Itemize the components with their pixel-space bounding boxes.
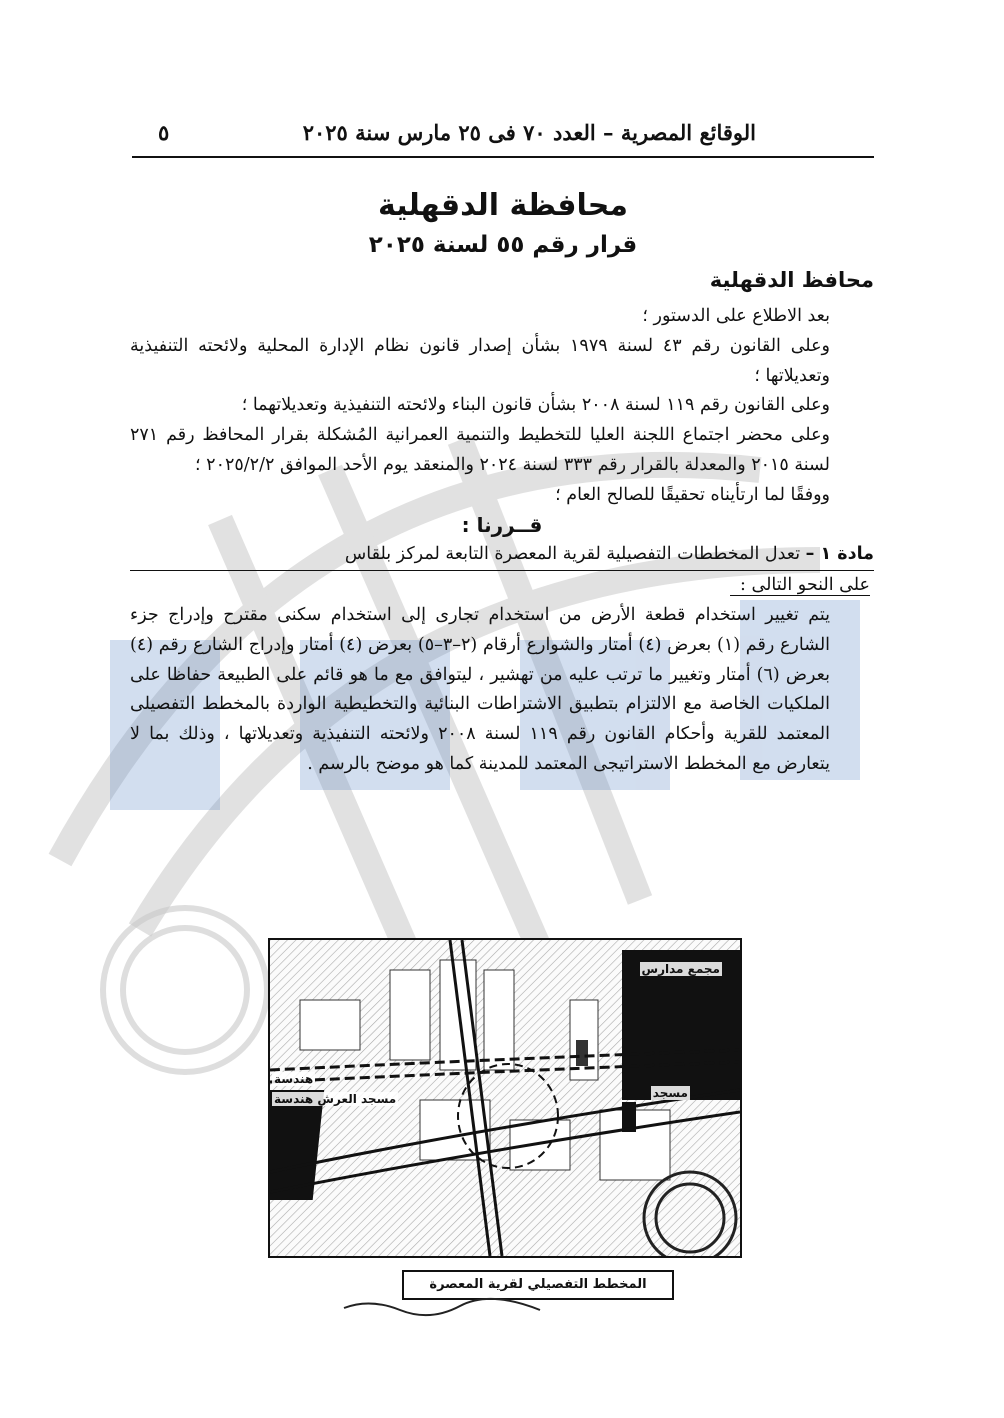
article-1-heading-cont	[130, 571, 874, 601]
preamble-paragraph: وعلى القانون رقم ٤٣ لسنة ١٩٧٩ بشأن إصدار قانون نظام الإدارة المحلية ولائحته التنفيذية وتعديلاتها ؛	[130, 335, 830, 386]
page-number: ٥	[158, 120, 170, 145]
decree-title: قرار رقم ٥٥ لسنة ٢٠٢٥	[368, 232, 638, 258]
map-label-mosque: مسجد	[652, 1086, 688, 1100]
map-label-mosque-2: مسجد العرش هندسة	[274, 1092, 397, 1106]
running-title: الوقائع المصرية – العدد ٧٠ فى ٢٥ مارس سنة ٢٠٢٥	[302, 120, 756, 145]
preamble-paragraph: وعلى القانون رقم ١١٩ لسنة ٢٠٠٨ بشأن قانون البناء ولائحته التنفيذية وتعديلاتهما ؛	[241, 395, 830, 416]
decided-heading: قــررنا :	[461, 512, 543, 537]
handwritten-signature	[340, 1296, 560, 1318]
preamble-paragraph: وعلى محضر اجتماع اللجنة العليا للتخطيط والتنمية العمرانية المُشكلة بقرار المحافظ رقم ٢٧١ لسنة ٢٠١٥ والمعدلة بالقرار رقم ٣٣٣ لسنة ٢٠٢٤ والمنعقد يوم الأحد الموافق ٢٠٢٥/٢/٢ ؛	[130, 425, 830, 475]
detailed-plan-map	[268, 938, 742, 1258]
decree-body	[130, 302, 874, 780]
running-header	[132, 112, 874, 158]
preamble-paragraph: بعد الاطلاع على الدستور ؛	[642, 306, 830, 326]
article-title-line: تعدل المخططات التفصيلية لقرية المعصرة التابعة لمركز بلقاس	[344, 544, 801, 565]
article-1-heading	[130, 540, 874, 571]
map-caption: المخطط التفصيلي لقرية المعصرة	[402, 1270, 674, 1300]
map-label-engineering: هندسة	[274, 1072, 314, 1086]
issuer-heading: محافظ الدقهلية	[709, 268, 874, 292]
map-label-schools: مجمع مدارس	[641, 962, 720, 976]
article-1-body: يتم تغيير استخدام قطعة الأرض من استخدام تجارى إلى استخدام سكنى مقترح وإدراج جزء الشارع رقم (١) بعرض (٤) أمتار والشوارع أرقام (٢–٣–٥) بعرض (٤) أمتار وإدراج الشارع رقم (٤) بعرض (٦) أمتار وتغيير ما ترتب عليه من تهشير ، ليتوافق مع ما هو قائم على الطبيعة حفاظا على الملكيات الخاصة مع الالتزام بتطبيق الاشتراطات البنائية والتخطيطية الواردة بالمخطط التفصيلى المعتمد للقرية وأحكام القانون رقم ١١٩ لسنة ٢٠٠٨ ولائحته التنفيذية وتعديلاتها ، وذلك بما لا يتعارض مع المخطط الاستراتيجى المعتمد للمدينة كما هو موضح بالرسم .	[130, 604, 831, 774]
article-title-line-2: على النحو التالى :	[730, 575, 870, 596]
preamble-paragraph: ووفقًا لما ارتأيناه تحقيقًا للصالح العام ؛	[555, 484, 830, 505]
article-label: مادة ١ –	[805, 544, 874, 565]
authority-title: محافظة الدقهلية	[378, 188, 628, 223]
